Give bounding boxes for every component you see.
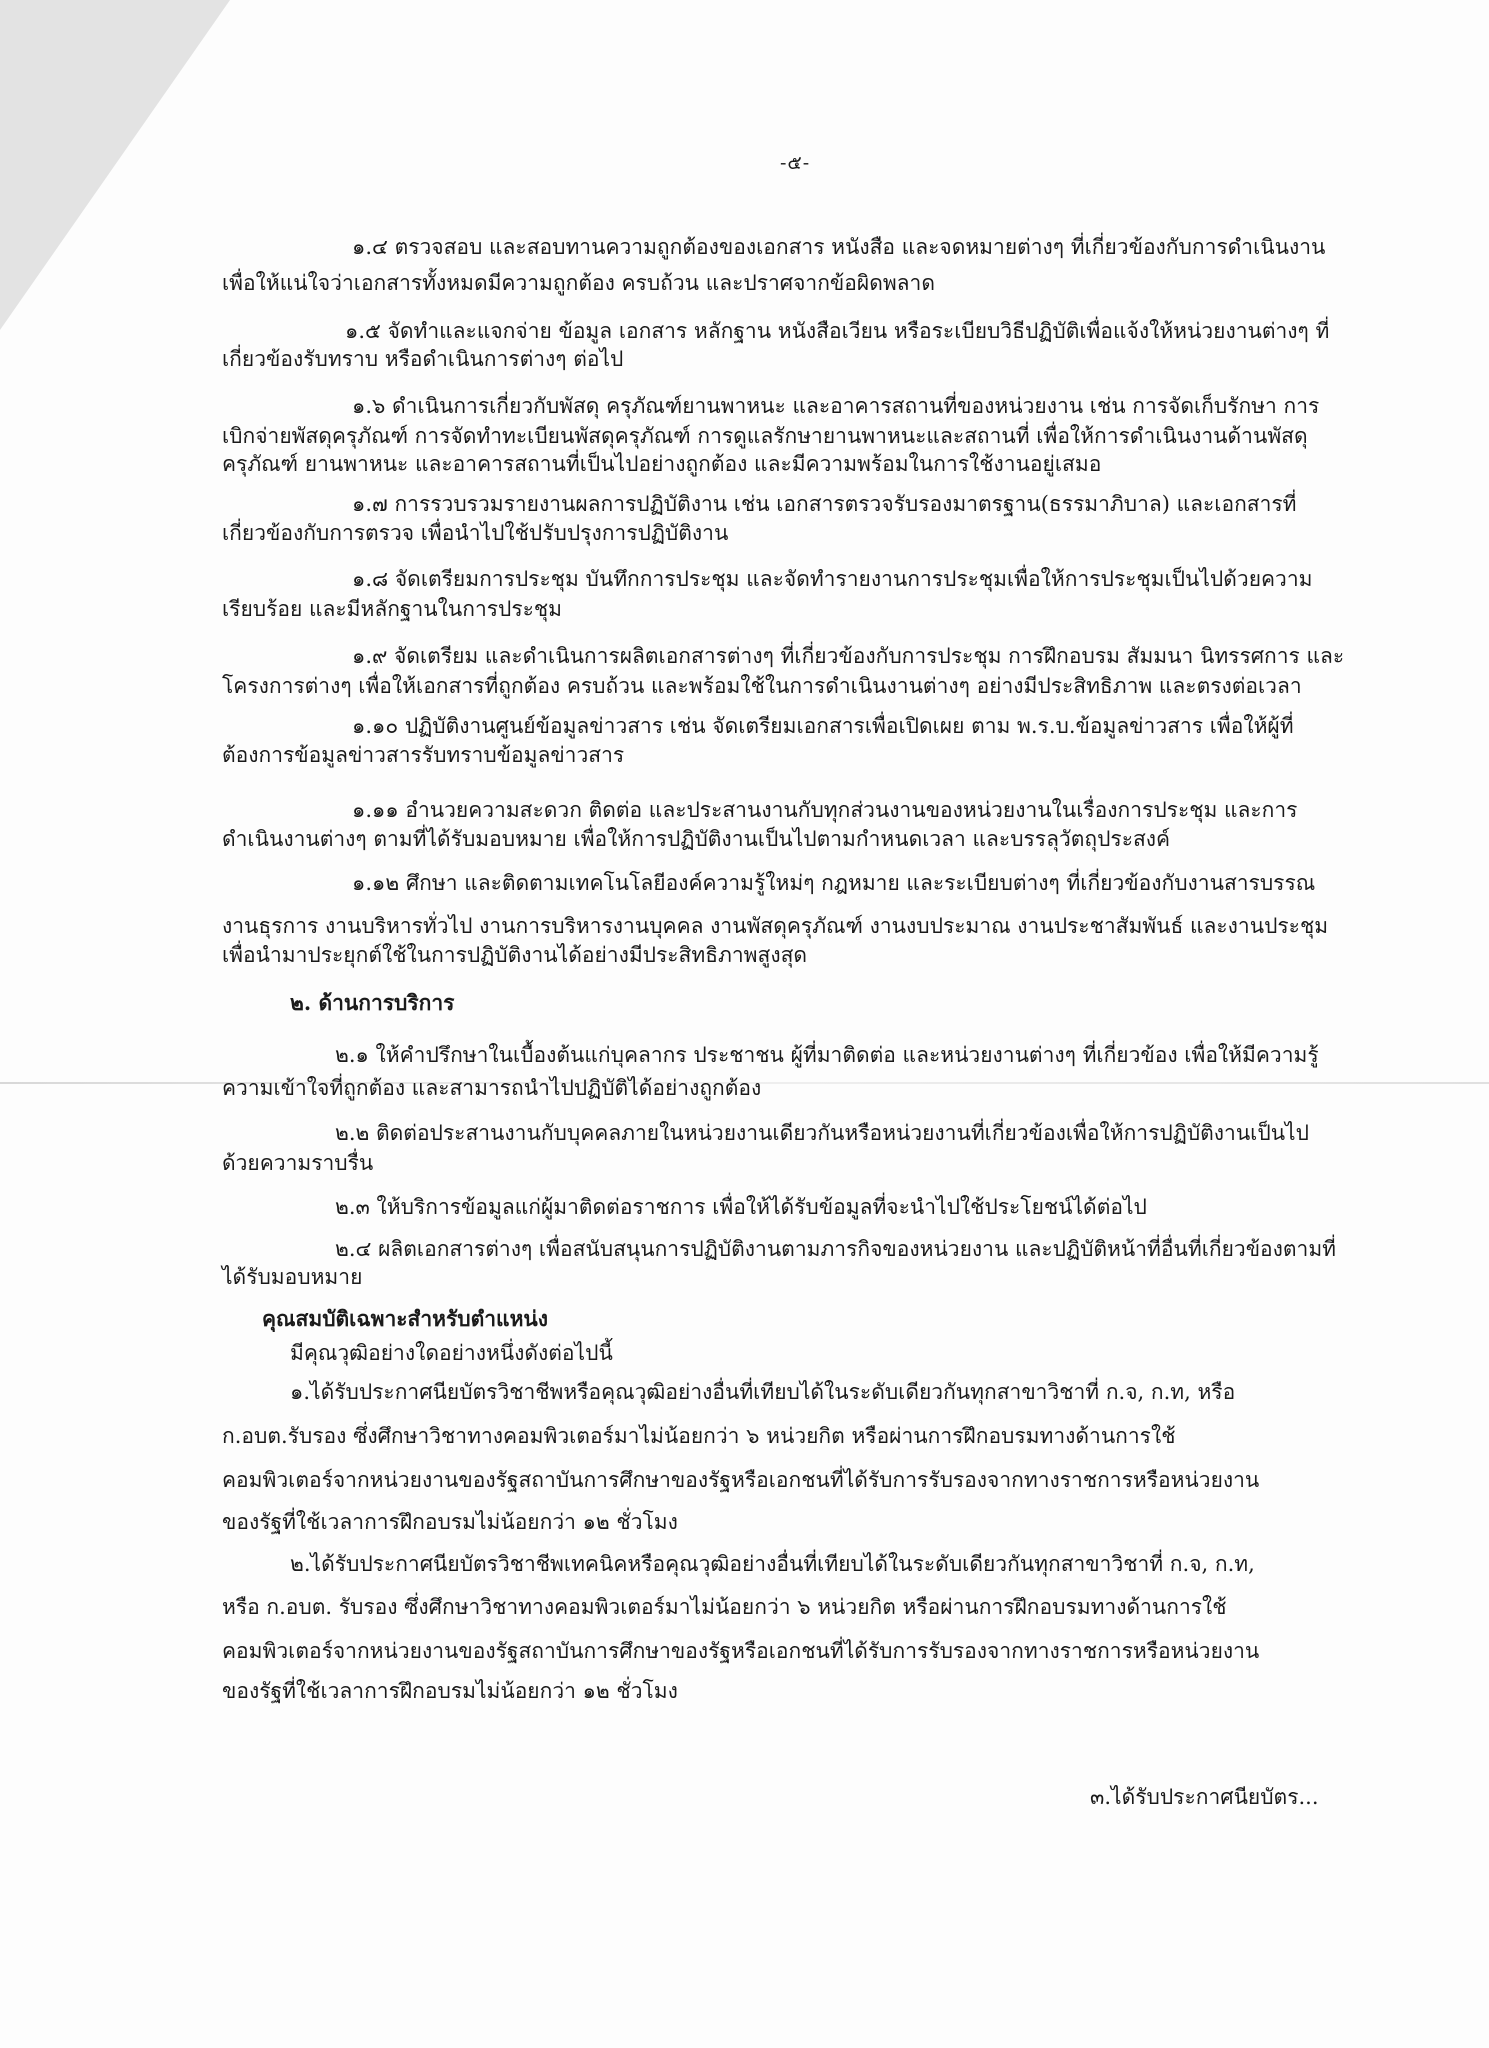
text-line: ได้รับมอบหมาย [222,1265,363,1289]
text-line: เกี่ยวข้องรับทราบ หรือดำเนินการต่างๆ ต่อไป [222,347,624,371]
scan-corner-shadow [0,0,230,330]
text-line: เพื่อให้แน่ใจว่าเอกสารทั้งหมดมีความถูกต้อง ครบถ้วน และปราศจากข้อผิดพลาด [222,271,935,295]
text-line: ความเข้าใจที่ถูกต้อง และสามารถนำไปปฏิบัติได้อย่างถูกต้อง [222,1076,762,1100]
text-line: ๒.๔ ผลิตเอกสารต่างๆ เพื่อสนับสนุนการปฏิบัติงานตามภารกิจของหน่วยงาน และปฏิบัติหน้าที่อื่นที่เกี่ยวข้องตามที่ [335,1237,1337,1261]
text-line: ดำเนินงานต่างๆ ตามที่ได้รับมอบหมาย เพื่อให้การปฏิบัติงานเป็นไปตามกำหนดเวลา และบรรลุวัตถุประสงค์ [222,827,1171,851]
text-line: ก.อบต.รับรอง ซึ่งศึกษาวิชาทางคอมพิวเตอร์มาไม่น้อยกว่า ๖ หน่วยกิต หรือผ่านการฝึกอบรมทางด้านการใช้ [222,1424,1176,1448]
text-line: ๑.๘ จัดเตรียมการประชุม บันทึกการประชุม และจัดทำรายงานการประชุมเพื่อให้การประชุมเป็นไปด้วยความ [352,567,1313,591]
section-heading: คุณสมบัติเฉพาะสำหรับตำแหน่ง [262,1306,549,1331]
text-line: ๒.๑ ให้คำปรึกษาในเบื้องต้นแก่บุคลากร ประชาชน ผู้ที่มาติดต่อ และหน่วยงานต่างๆ ที่เกี่ยวข้อง เพื่อให้มีความรู้ [335,1043,1319,1067]
text-line: ๑.๖ ดำเนินการเกี่ยวกับพัสดุ ครุภัณฑ์ยานพาหนะ และอาคารสถานที่ของหน่วยงาน เช่น การจัดเก็บรักษา การ [352,394,1320,418]
text-line: ๑.๔ ตรวจสอบ และสอบทานความถูกต้องของเอกสาร หนังสือ และจดหมายต่างๆ ที่เกี่ยวข้องกับการดำเนินงาน [352,235,1326,259]
text-line: ของรัฐที่ใช้เวลาการฝึกอบรมไม่น้อยกว่า ๑๒ ชั่วโมง [222,1510,678,1534]
text-line: ๒.ได้รับประกาศนียบัตรวิชาชีพเทคนิคหรือคุณวุฒิอย่างอื่นที่เทียบได้ในระดับเดียวกันทุกสาขาวิชาที่ ก.จ, ก.ท, [290,1552,1255,1576]
text-line: ของรัฐที่ใช้เวลาการฝึกอบรมไม่น้อยกว่า ๑๒ ชั่วโมง [222,1679,678,1703]
text-line: เพื่อนำมาประยุกต์ใช้ในการปฏิบัติงานได้อย่างมีประสิทธิภาพสูงสุด [222,943,808,967]
text-line: ๑.๑๑ อำนวยความสะดวก ติดต่อ และประสานงานกับทุกส่วนงานของหน่วยงานในเรื่องการประชุม และการ [352,798,1298,822]
text-line: ๑.๕ จัดทำและแจกจ่าย ข้อมูล เอกสาร หลักฐาน หนังสือเวียน หรือระเบียบวิธีปฏิบัติเพื่อแจ้งให้หน่วยงานต่างๆ ที่ [345,319,1330,343]
text-line: งานธุรการ งานบริหารทั่วไป งานการบริหารงานบุคคล งานพัสดุครุภัณฑ์ งานงบประมาณ งานประชาสัมพันธ์ และงานประชุม [222,914,1329,938]
text-line: มีคุณวุฒิอย่างใดอย่างหนึ่งดังต่อไปนี้ [290,1341,613,1365]
text-line: ๑.๑๐ ปฏิบัติงานศูนย์ข้อมูลข่าวสาร เช่น จัดเตรียมเอกสารเพื่อเปิดเผย ตาม พ.ร.บ.ข้อมูลข่าวสาร เพื่อให้ผู้ที่ [352,714,1294,738]
page-number: -๕- [780,152,811,174]
text-line: ๓.ได้รับประกาศนียบัตร... [1090,1785,1319,1809]
text-line: ด้วยความราบรื่น [222,1151,374,1175]
text-line: ๑.๙ จัดเตรียม และดำเนินการผลิตเอกสารต่างๆ ที่เกี่ยวข้องกับการประชุม การฝึกอบรม สัมมนา นิทรรศการ และ [352,644,1345,668]
text-line: หรือ ก.อบต. รับรอง ซึ่งศึกษาวิชาทางคอมพิวเตอร์มาไม่น้อยกว่า ๖ หน่วยกิต หรือผ่านการฝึกอบรมทางด้านการใช้ [222,1595,1227,1619]
text-line: ๒.๒ ติดต่อประสานงานกับบุคคลภายในหน่วยงานเดียวกันหรือหน่วยงานที่เกี่ยวข้องเพื่อให้การปฏิบัติงานเป็นไป [335,1121,1309,1145]
text-line: ต้องการข้อมูลข่าวสารรับทราบข้อมูลข่าวสาร [222,743,625,767]
text-line: ๑.ได้รับประกาศนียบัตรวิชาชีพหรือคุณวุฒิอย่างอื่นที่เทียบได้ในระดับเดียวกันทุกสาขาวิชาที่ ก.จ, ก.ท, หรือ [290,1380,1236,1404]
text-line: เกี่ยวข้องกับการตรวจ เพื่อนำไปใช้ปรับปรุงการปฏิบัติงาน [222,521,729,545]
text-line: คอมพิวเตอร์จากหน่วยงานของรัฐสถาบันการศึกษาของรัฐหรือเอกชนที่ได้รับการรับรองจากทางราชการหรือหน่วยงาน [222,1468,1260,1492]
section-heading: ๒. ด้านการบริการ [290,990,455,1015]
text-line: คอมพิวเตอร์จากหน่วยงานของรัฐสถาบันการศึกษาของรัฐหรือเอกชนที่ได้รับการรับรองจากทางราชการหรือหน่วยงาน [222,1639,1260,1663]
text-line: เรียบร้อย และมีหลักฐานในการประชุม [222,597,563,621]
text-line: ๑.๗ การรวบรวมรายงานผลการปฏิบัติงาน เช่น เอกสารตรวจรับรองมาตรฐาน(ธรรมาภิบาล) และเอกสารที่ [352,492,1297,516]
text-line: ครุภัณฑ์ ยานพาหนะ และอาคารสถานที่เป็นไปอย่างถูกต้อง และมีความพร้อมในการใช้งานอยู่เสมอ [222,452,1102,476]
text-line: เบิกจ่ายพัสดุครุภัณฑ์ การจัดทำทะเบียนพัสดุครุภัณฑ์ การดูแลรักษายานพาหนะและสถานที่ เพื่อให้การดำเนินงานด้านพัสดุ [222,424,1308,448]
text-line: ๑.๑๒ ศึกษา และติดตามเทคโนโลยีองค์ความรู้ใหม่ๆ กฎหมาย และระเบียบต่างๆ ที่เกี่ยวข้องกับงานสารบรรณ [352,871,1316,895]
text-line: โครงการต่างๆ เพื่อให้เอกสารที่ถูกต้อง ครบถ้วน และพร้อมใช้ในการดำเนินงานต่างๆ อย่างมีประสิทธิภาพ และตรงต่อเวลา [222,674,1302,698]
text-line: ๒.๓ ให้บริการข้อมูลแก่ผู้มาติดต่อราชการ เพื่อให้ได้รับข้อมูลที่จะนำไปใช้ประโยชน์ได้ต่อไป [335,1195,1147,1219]
